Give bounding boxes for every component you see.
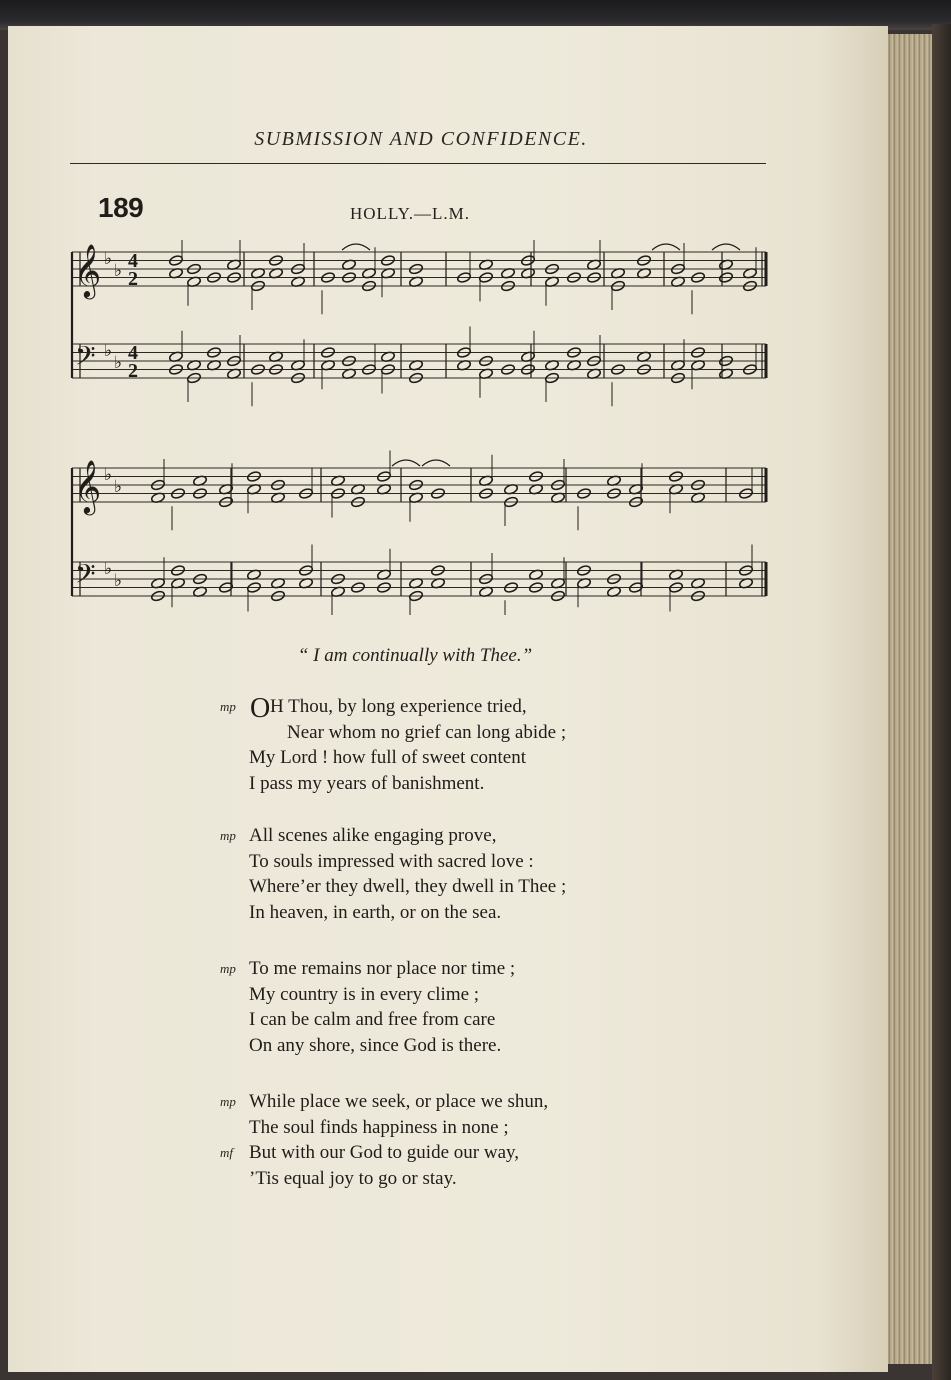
stanza	[220, 1091, 549, 1193]
stanza	[220, 825, 567, 927]
book-cover-edge	[932, 24, 951, 1380]
epigraph: “ I am continually with Thee.”	[297, 645, 533, 666]
time-signature-top: 4	[128, 342, 138, 364]
slur	[422, 460, 450, 466]
verse-text: H Thou, by long experience tried,	[270, 696, 527, 717]
stanza	[220, 693, 567, 798]
time-signature-bottom: 2	[128, 360, 138, 382]
flat-sign: ♭	[104, 341, 113, 361]
verse-line	[226, 1035, 515, 1061]
verse-text: But with our God to guide our way,	[249, 1142, 520, 1163]
slur	[652, 244, 680, 250]
verse-line	[220, 1091, 549, 1117]
drop-cap: O	[250, 693, 271, 724]
verse-text: Near whom no grief can long abide ;	[287, 721, 567, 743]
time-signature-bottom: 2	[128, 268, 138, 290]
slur	[712, 244, 740, 250]
verse-text: My Lord ! how full of sweet content	[249, 747, 527, 768]
verse-line	[220, 693, 566, 724]
header-rule	[70, 163, 766, 164]
verse-text: I can be calm and free from care	[249, 1009, 496, 1030]
verse-line	[226, 1009, 515, 1035]
verse-line	[226, 722, 566, 748]
dynamic-marking: mp	[220, 1094, 236, 1109]
flat-sign: ♭	[114, 353, 123, 373]
verse-text: ’Tis equal joy to go or stay.	[249, 1167, 457, 1189]
page-edges	[886, 34, 934, 1364]
page-header: SUBMISSION AND CONFIDENCE.	[254, 128, 588, 150]
verse-line	[220, 1142, 548, 1168]
treble-clef: 𝄞	[74, 243, 102, 297]
treble-clef: 𝄞	[74, 459, 102, 513]
verse-line	[226, 747, 566, 773]
dynamic-marking: mp	[220, 828, 236, 843]
bass-clef: 𝄢	[75, 340, 96, 378]
verse-text: All scenes alike engaging prove,	[249, 825, 497, 846]
verse-text: In heaven, in earth, or on the sea.	[249, 901, 502, 923]
dynamic-marking: mp	[220, 699, 236, 714]
hymn-number: 189	[98, 192, 144, 223]
verse-line	[220, 958, 516, 984]
verse-line	[226, 1117, 548, 1143]
verse-text: To me remains nor place nor time ;	[249, 958, 516, 979]
tune-name: HOLLY.—L.M.	[350, 204, 470, 223]
verse-text: While place we seek, or place we shun,	[249, 1091, 549, 1112]
verse-line	[226, 1168, 548, 1194]
flat-sign: ♭	[114, 571, 123, 591]
flat-sign: ♭	[104, 465, 113, 485]
flat-sign: ♭	[114, 477, 123, 497]
slur	[342, 244, 370, 250]
verse-line	[226, 902, 566, 928]
verse-text: My country is in every clime ;	[249, 983, 480, 1005]
verse-text: To souls impressed with sacred love :	[249, 850, 534, 872]
flat-sign: ♭	[104, 249, 113, 269]
verse-text: I pass my years of banishment.	[249, 772, 485, 794]
dynamic-marking: mp	[220, 961, 236, 976]
verse-text: Where’er they dwell, they dwell in Thee ;	[249, 876, 567, 897]
music-score	[66, 240, 776, 615]
time-signature-top: 4	[128, 250, 138, 272]
dynamic-marking: mf	[220, 1145, 233, 1160]
verse-line	[220, 825, 566, 851]
verse-line	[226, 984, 515, 1010]
slur	[392, 460, 420, 466]
verse-text: The soul finds happiness in none ;	[249, 1116, 509, 1138]
verse-text: On any shore, since God is there.	[249, 1034, 502, 1056]
stanza	[220, 958, 516, 1060]
verse-line	[226, 773, 566, 799]
verse-line	[226, 876, 566, 902]
flat-sign: ♭	[114, 261, 123, 281]
verse-line	[226, 851, 566, 877]
bass-clef: 𝄢	[75, 558, 96, 596]
flat-sign: ♭	[104, 559, 113, 579]
